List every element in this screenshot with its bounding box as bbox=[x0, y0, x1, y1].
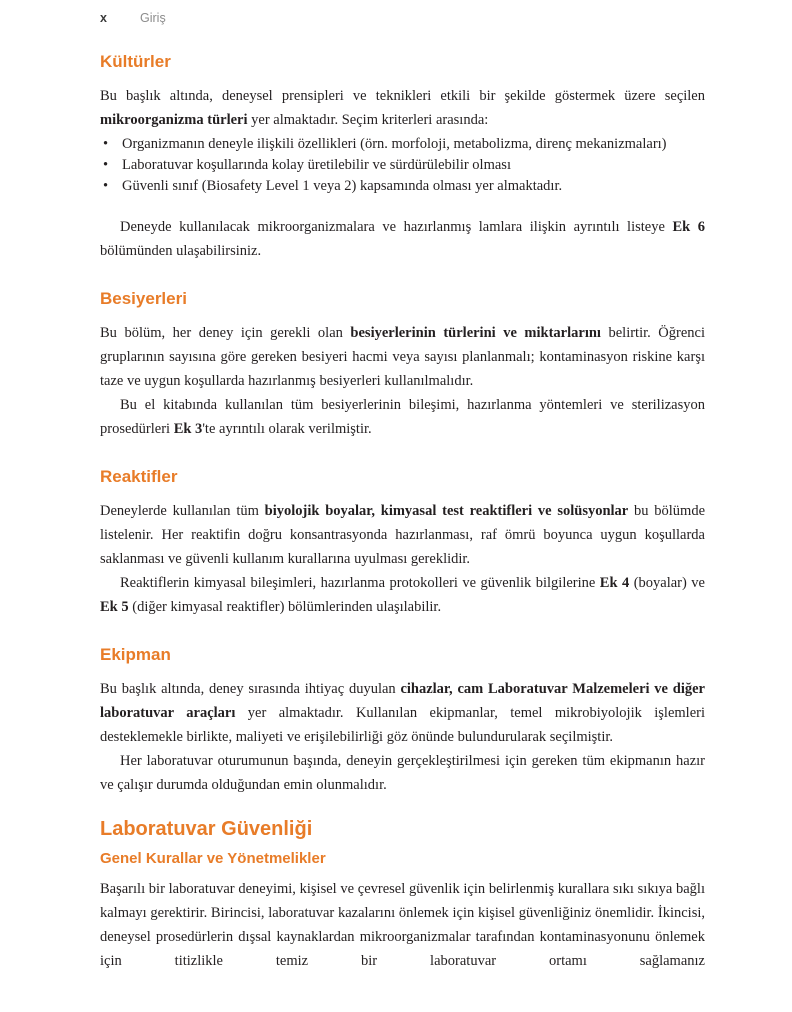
page-header bbox=[100, 10, 705, 26]
text-run: (diğer kimyasal reaktifler) bölümlerinden ulaşılabilir. bbox=[128, 599, 442, 615]
bold-text-run: Ek 5 bbox=[100, 599, 129, 615]
bold-text-run: Ek 4 bbox=[599, 575, 630, 591]
bullet-icon: • bbox=[103, 157, 109, 173]
paragraph-ekipman-1 bbox=[100, 677, 705, 749]
text-run: Her laboratuvar oturumunun başında, deneyin gerçekleştirilmesi için gereken tüm ekipmanın hazır ve çalışır durumda olduğundan emin olunmalıdır. bbox=[100, 753, 705, 793]
text-run: Bu bölüm, her deney için gerekli olan bbox=[100, 325, 351, 341]
bullet-icon: • bbox=[103, 136, 109, 152]
paragraph-reaktifler-1 bbox=[100, 499, 705, 571]
section-heading-besiyerleri: Besiyerleri bbox=[100, 289, 187, 308]
bold-text-run: mikroorganizma türleri bbox=[100, 112, 248, 128]
text-run: yer almaktadır. Kullanılan ekipmanlar, temel mikrobiyolojik işlemleri desteklemekle birlikte, maliyeti ve erişilebilirliği göz önünde bulundurularak seçilmiştir. bbox=[100, 705, 705, 745]
text-run: Bu el kitabında kullanılan tüm besiyerlerinin bileşimi, hazırlanma yöntemleri ve sterilizasyon prosedürleri bbox=[100, 397, 705, 437]
text-run: Başarılı bir laboratuvar deneyimi, kişisel ve çevresel güvenlik için belirlenmiş kurallara sıkı sıkıya bağlı kalmayı gerektirir. Birincisi, laboratuvar kazalarını önlemek için kişisel güvenliğiniz önemlidir. İkincisi, deneysel prosedürlerin dışsal kaynaklardan mikroorganizmalar tarafından kontaminasyonunu önlemek için titizlikle temiz bir laboratuvar ortamı sağlamanız bbox=[100, 881, 705, 969]
text-run: yer almaktadır. Seçim kriterleri arasında: bbox=[247, 112, 489, 128]
text-run: bölümünden ulaşabilirsiniz. bbox=[100, 243, 262, 259]
text-run: belirtir. Öğrenci gruplarının sayısına göre gereken besiyeri hacmi veya sayısı planlanmalı; kontaminasyon riskine karşı taze ve uygun koşullarda hazırlanmış besiyerleri kullanılmalıdır. bbox=[100, 325, 705, 389]
text-run: Bu başlık altında, deneysel prensipleri ve teknikleri etkili bir şekilde göstermek üzere seçilen bbox=[100, 88, 705, 104]
bullet-list bbox=[100, 134, 705, 197]
paragraph-reaktifler-2 bbox=[100, 571, 705, 619]
text-run: Laboratuvar koşullarında kolay üretilebilir ve sürdürülebilir olması bbox=[122, 157, 511, 173]
bullet-icon: • bbox=[103, 178, 109, 194]
paragraph-besiyerleri-1 bbox=[100, 321, 705, 393]
page-number: x bbox=[100, 11, 107, 25]
paragraph-kulturler-outro bbox=[100, 215, 705, 263]
text-run: bu bölümde listelenir. Her reaktifin doğru konsantrasyonda hazırlanması, raf ömrü boyunca uygun koşullarda saklanması ve güvenli kullanım kurallarına uyulması gereklidir. bbox=[100, 503, 706, 567]
list-item bbox=[100, 134, 705, 155]
section-heading-ekipman: Ekipman bbox=[100, 645, 171, 664]
bold-text-run: biyolojik boyalar, kimyasal test reaktifleri ve solüsyonlar bbox=[264, 503, 629, 519]
paragraph-besiyerleri-2 bbox=[100, 393, 705, 441]
text-run: Organizmanın deneyle ilişkili özellikleri (örn. morfoloji, metabolizma, direnç mekanizmaları) bbox=[122, 136, 667, 152]
subsection-heading-genel-kurallar: Genel Kurallar ve Yönetmelikler bbox=[100, 850, 326, 867]
paragraph-kulturler-intro bbox=[100, 84, 705, 132]
text-run: Reaktiflerin kimyasal bileşimleri, hazırlanma protokolleri ve güvenlik bilgilerine bbox=[120, 575, 600, 591]
bold-text-run: Ek 6 bbox=[672, 219, 705, 235]
text-run: Güvenli sınıf (Biosafety Level 1 veya 2) kapsamında olması yer almaktadır. bbox=[122, 178, 563, 194]
chapter-heading-guvenlik: Laboratuvar Güvenliği bbox=[100, 818, 313, 840]
text-run: Deneyde kullanılacak mikroorganizmalara ve hazırlanmış lamlara ilişkin ayrıntılı listeye bbox=[120, 219, 673, 235]
list-item-text bbox=[122, 176, 705, 197]
paragraph-guvenlik-1 bbox=[100, 877, 705, 973]
section-heading-reaktifler: Reaktifler bbox=[100, 467, 178, 486]
list-item bbox=[100, 155, 705, 176]
bold-text-run: besiyerlerinin türlerini ve miktarlarını bbox=[350, 325, 601, 341]
text-run: (boyalar) ve bbox=[629, 575, 705, 591]
list-item-text bbox=[122, 134, 705, 155]
running-title: Giriş bbox=[140, 11, 166, 25]
text-run: Deneylerde kullanılan tüm bbox=[100, 503, 265, 519]
bold-text-run: cihazlar, cam Laboratuvar Malzemeleri ve diğer laboratuvar araçları bbox=[100, 681, 705, 721]
text-run: 'te ayrıntılı olarak verilmiştir. bbox=[202, 421, 372, 437]
section-heading-kulturler: Kültürler bbox=[100, 52, 171, 71]
list-item-text bbox=[122, 155, 705, 176]
paragraph-ekipman-2 bbox=[100, 749, 705, 797]
list-item bbox=[100, 176, 705, 197]
bold-text-run: Ek 3 bbox=[173, 421, 203, 437]
text-run: Bu başlık altında, deney sırasında ihtiyaç duyulan bbox=[100, 681, 401, 697]
